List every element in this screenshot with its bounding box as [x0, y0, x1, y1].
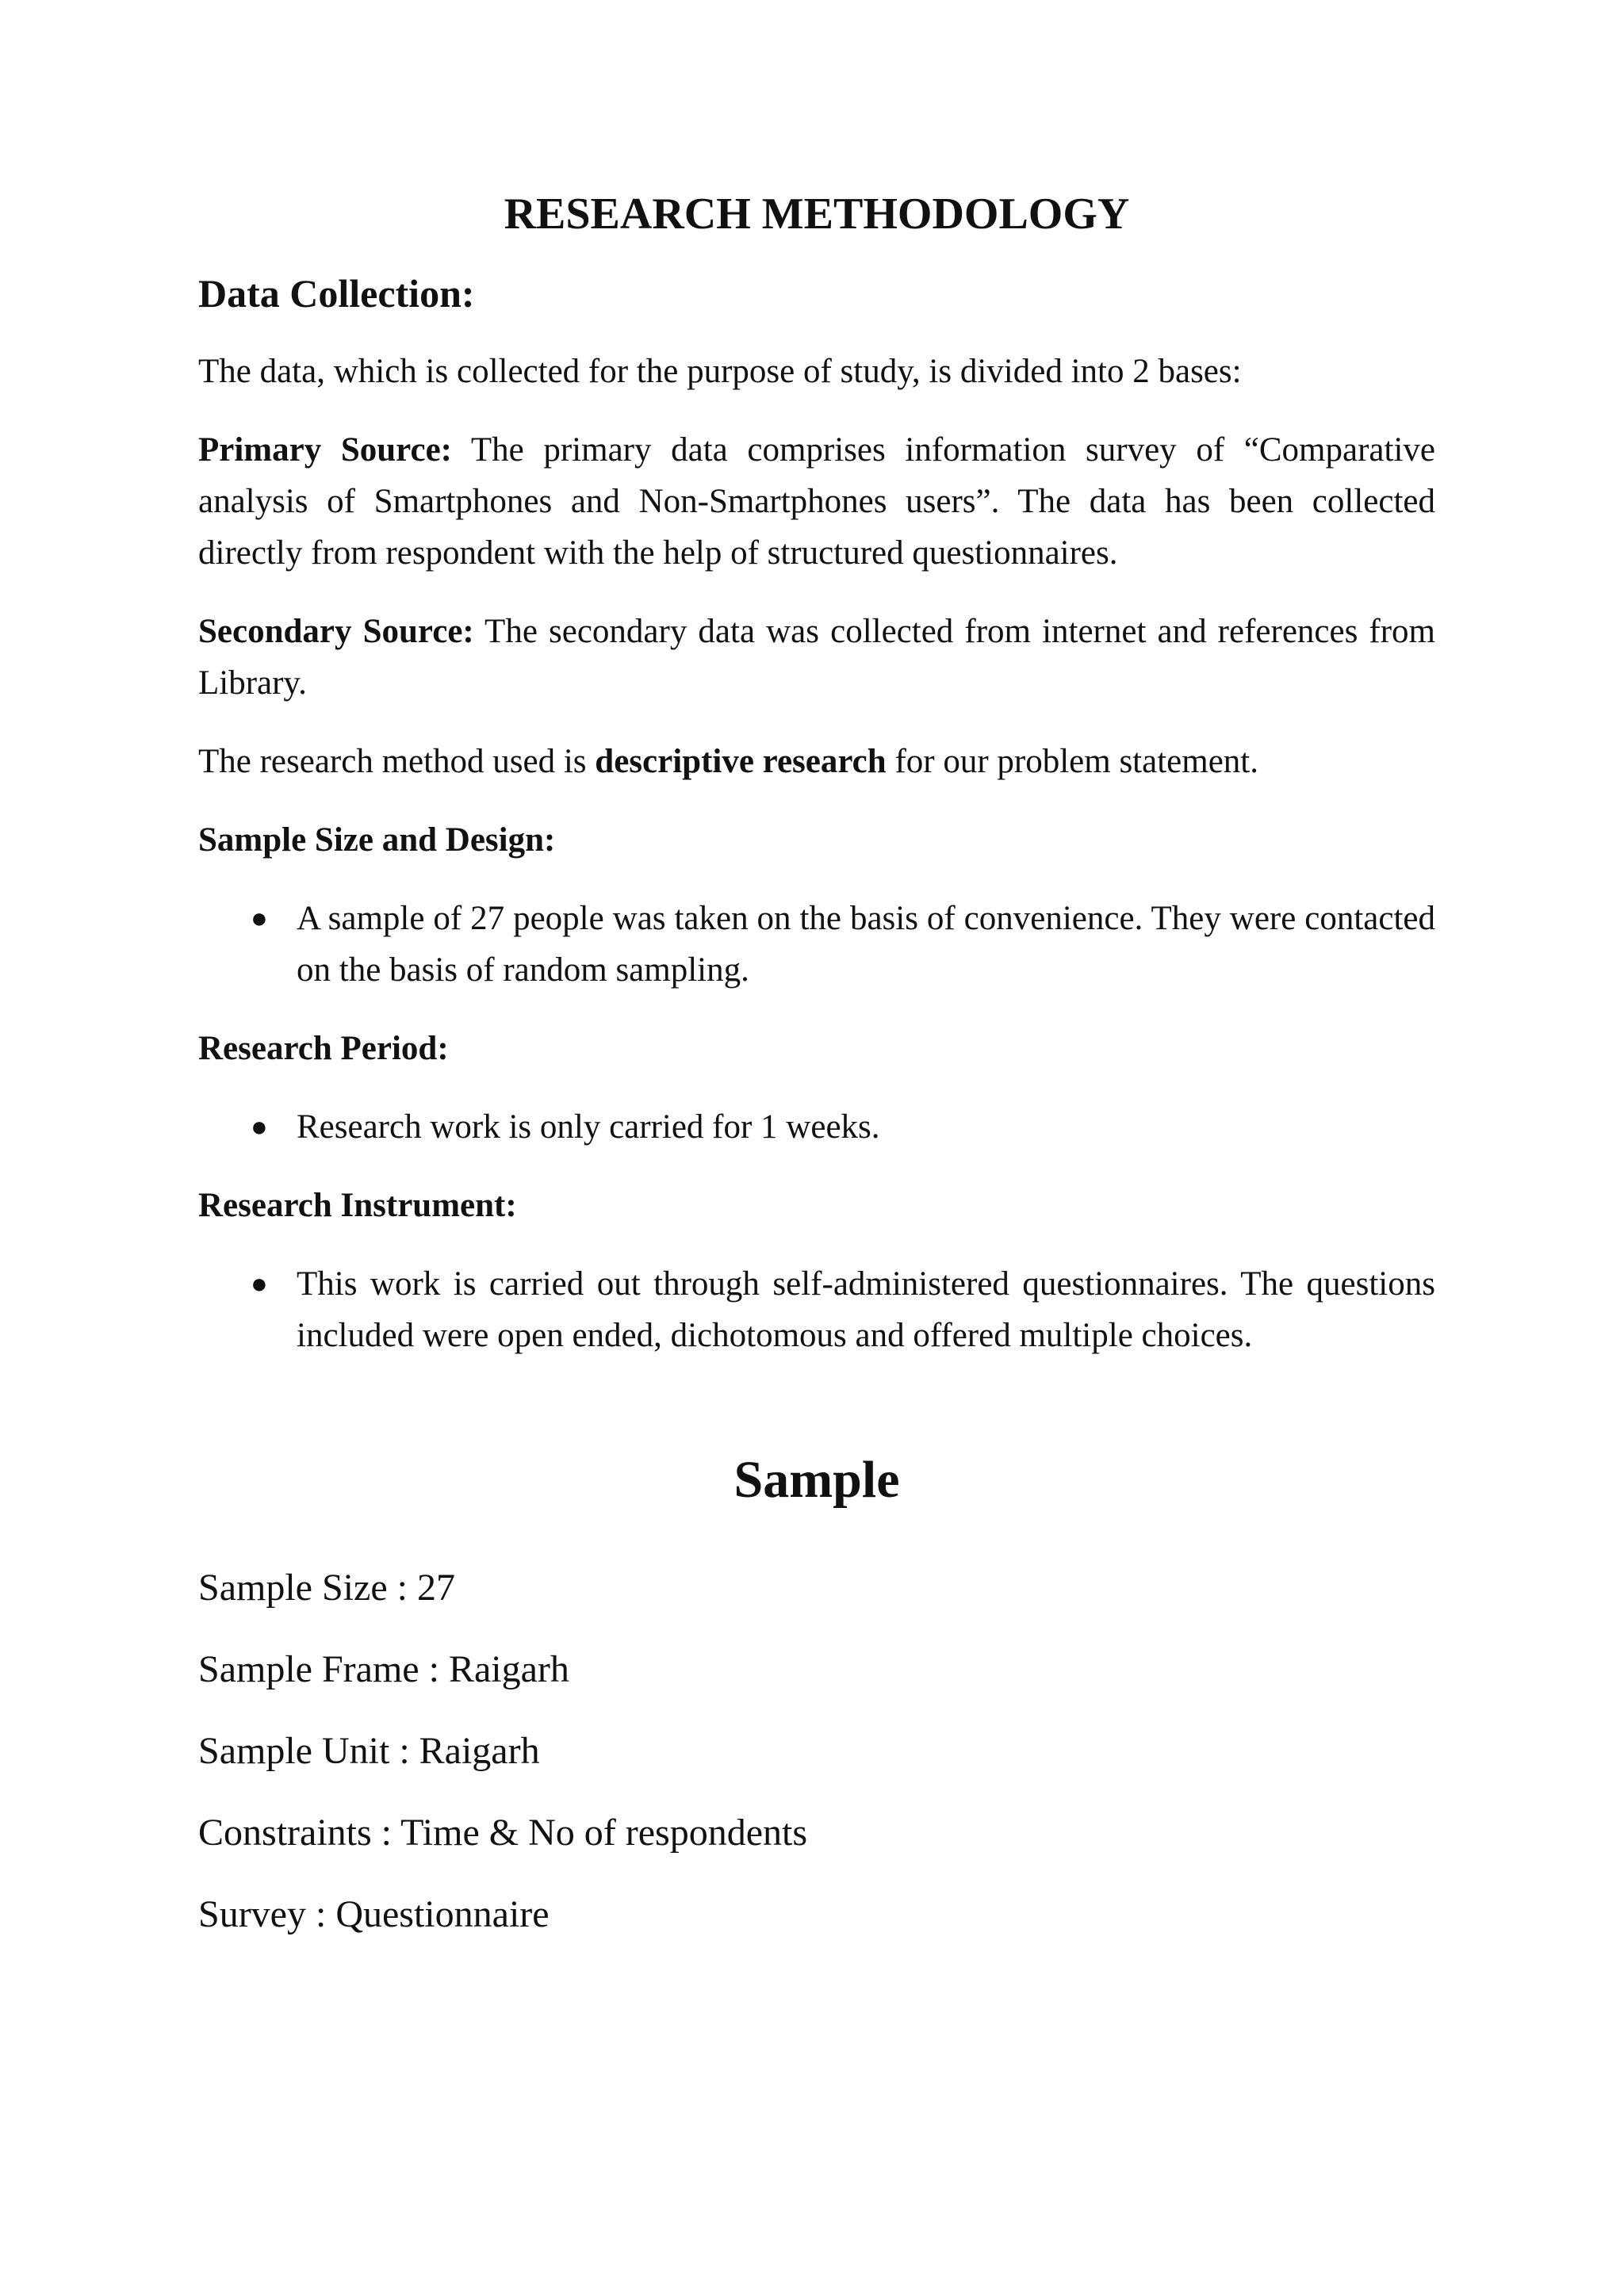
- list-item: [198, 1258, 1435, 1361]
- list-item: [198, 1101, 1435, 1153]
- data-collection-heading: Data Collection:: [198, 271, 475, 316]
- data-collection-intro: The data, which is collected for the purpose of study, is divided into 2 bases:: [198, 353, 1242, 391]
- list-item-text: A sample of 27 people was taken on the basis of convenience. They were contacted on the basis of random sampling.: [297, 900, 1435, 989]
- secondary-source-label: Secondary Source:: [198, 613, 474, 651]
- bullet-icon: ●: [251, 902, 268, 935]
- list-item-text: Research work is only carried for 1 weeks.: [297, 1108, 880, 1146]
- survey-line: Survey : Questionnaire: [198, 1892, 550, 1935]
- research-method-prefix: The research method used is: [198, 743, 596, 781]
- research-instrument-heading: Research Instrument:: [198, 1187, 517, 1225]
- secondary-source-paragraph: [198, 606, 1435, 709]
- sample-frame-line: Sample Frame : Raigarh: [198, 1647, 569, 1690]
- page-content: [198, 189, 1435, 1968]
- primary-source-paragraph: [198, 424, 1435, 579]
- list-item-text: This work is carried out through self-administered questionnaires. The questions included were open ended, dichotomous and offered multiple choices.: [297, 1265, 1435, 1355]
- sample-size-line: Sample Size : 27: [198, 1566, 455, 1609]
- bullet-icon: ●: [251, 1111, 268, 1143]
- research-method-suffix: for our problem statement.: [886, 743, 1258, 781]
- constraints-line: Constraints : Time & No of respondents: [198, 1811, 808, 1854]
- sample-size-design-list: [198, 893, 1435, 996]
- research-period-list: [198, 1101, 1435, 1153]
- secondary-source-text: The secondary data was collected from internet and references from Library.: [198, 613, 1435, 702]
- list-item: [198, 893, 1435, 996]
- research-method-bold: descriptive research: [595, 743, 887, 781]
- sample-heading: Sample: [733, 1451, 900, 1510]
- research-period-heading: Research Period:: [198, 1030, 449, 1068]
- sample-size-design-heading: Sample Size and Design:: [198, 821, 556, 859]
- page-title: RESEARCH METHODOLOGY: [504, 189, 1130, 239]
- primary-source-label: Primary Source:: [198, 431, 452, 469]
- research-method-paragraph: [198, 736, 1435, 787]
- sample-unit-line: Sample Unit : Raigarh: [198, 1729, 540, 1772]
- primary-source-text: The primary data comprises information survey of “Comparative analysis of Smartphones and Non-Smartphones users”. The data has been collected directly from respondent with the help of structured questionnaires.: [198, 431, 1435, 572]
- bullet-icon: ●: [251, 1268, 268, 1300]
- research-instrument-list: [198, 1258, 1435, 1361]
